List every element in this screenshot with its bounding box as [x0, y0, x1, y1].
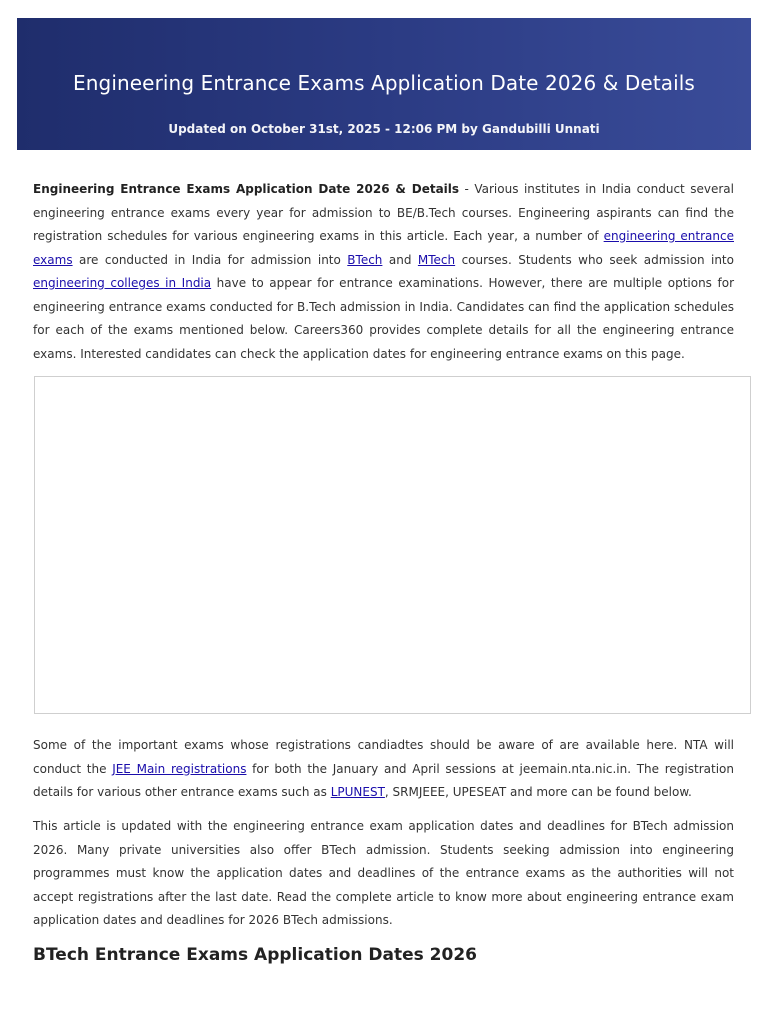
link-engineering-entrance-exams[interactable]: engineering entrance exams — [33, 229, 734, 267]
article-update-paragraph: This article is updated with the engineering entrance exam application dates and deadlines for BTech admission 2026. Many private universities also offer BTech admission. Students seeking admission into engineering programmes must know the application dates and deadlines of the entrance exams as the authorities will not accept registrations after the last date. Read the complete article to know more about engineering entrance exam application dates and deadlines for 2026 BTech admissions. — [33, 819, 734, 927]
page-title: Engineering Entrance Exams Application Date 2026 & Details — [73, 71, 695, 95]
intro-text-1: - Various institutes in India conduct several engineering entrance exams every year for admission to BE/B.Tech courses. Engineering aspirants can find the registration schedules for various engineering exams in this article. Each year, a number of — [33, 182, 734, 243]
updated-byline: Updated on October 31st, 2025 - 12:06 PM by Gandubilli Unnati — [168, 122, 600, 136]
intro-paragraph — [33, 178, 734, 366]
link-mtech[interactable]: MTech — [417, 252, 456, 267]
intro-text-3: and — [382, 252, 418, 267]
para2-text-2: for both the January and April sessions at jeemain.nta.nic.in. The registration details for various other entrance exams such as — [33, 761, 734, 799]
section-heading: BTech Entrance Exams Application Dates 2026 — [33, 945, 477, 965]
embedded-content-frame[interactable] — [34, 376, 751, 714]
para2-text-3: , SRMJEEE, UPESEAT and more can be found below. — [384, 785, 692, 799]
link-engineering-colleges-in-india[interactable]: engineering colleges in India — [33, 276, 212, 290]
link-btech[interactable]: BTech — [347, 252, 383, 267]
link-lpunest[interactable]: LPUNEST — [330, 785, 385, 799]
link-jee-main-registrations[interactable]: JEE Main registrations — [112, 761, 247, 776]
intro-bold-lead: Engineering Entrance Exams Application Date 2026 & Details — [33, 182, 460, 196]
registrations-paragraph — [33, 734, 734, 805]
article-header-banner — [17, 18, 751, 150]
intro-text-2: are conducted in India for admission into — [72, 252, 348, 267]
intro-text-5: have to appear for entrance examinations. However, there are multiple options for engineering entrance exams conducted for B.Tech admission in India. Candidates can find the application schedules for each of the exams mentioned below. Careers360 provides complete details for all the engineering entrance exams. Interested candidates can check the application dates for engineering entrance exams on this page. — [33, 276, 734, 361]
intro-text-4: courses. Students who seek admission into — [455, 252, 734, 267]
para2-text-1: Some of the important exams whose registrations candiadtes should be aware of are available here. NTA will conduct the — [33, 738, 734, 776]
